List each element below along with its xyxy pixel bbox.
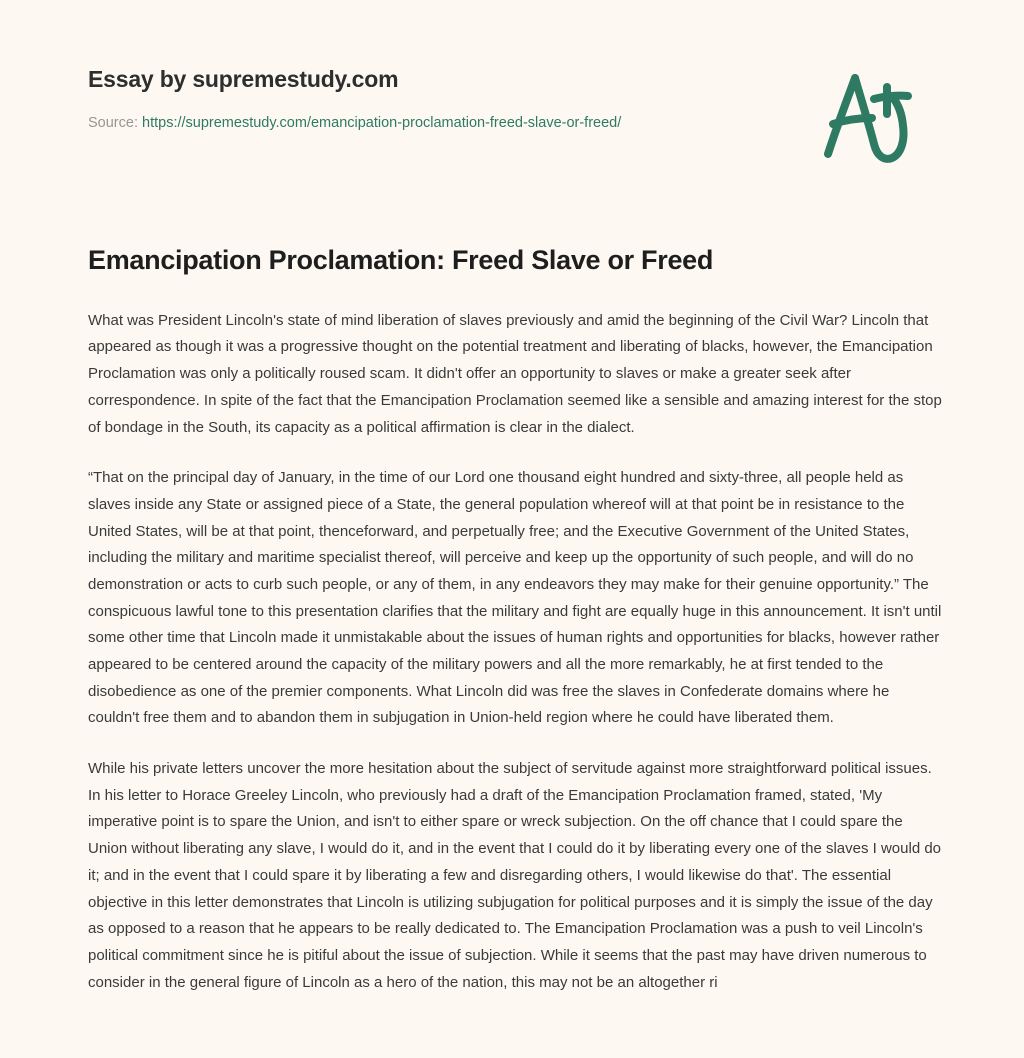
brand-title: Essay by supremestudy.com <box>88 66 399 92</box>
source-line <box>88 114 728 133</box>
article <box>88 244 943 996</box>
source-url-link[interactable]: https://supremestudy.com/emancipation-proclamation-freed-slave-or-freed/ <box>142 114 622 131</box>
paragraph: While his private letters uncover the more hesitation about the subject of servitude against more straightforward political issues. In his letter to Horace Greeley Lincoln, who previously had a draft of the Emancipation Proclamation framed, stated, 'My imperative point is to spare the Union, and isn't to either spare or wreck subjection. On the off chance that I could spare the Union without liberating any slave, I would do it, and in the event that I could do it by liberating every one of the slaves I would do it; and in the event that I could spare it by liberating a few and disregarding others, I would likewise do that'. The essential objective in this letter demonstrates that Lincoln is utilizing subjugation for political purposes and it is simply the issue of the day as opposed to a reason that he appears to be really dedicated to. The Emancipation Proclamation was a push to veil Lincoln's political commitment since he is pitiful about the issue of subjection. While it seems that the past may have driven numerous to consider in the general figure of Lincoln as a hero of the nation, this may not be an altogether ri <box>88 760 942 991</box>
paragraph: What was President Lincoln's state of mind liberation of slaves previously and amid the beginning of the Civil War? Lincoln that appeared as though it was a progressive thought on the potential treatment and liberating of blacks, however, the Emancipation Proclamation was only a politically roused scam. It didn't offer an opportunity to slaves or make a greater seek after correspondence. In spite of the fact that the Emancipation Proclamation seemed like a sensible and amazing interest for the stop of bondage in the South, its capacity as a political affirmation is clear in the dialect. <box>88 311 942 436</box>
a-plus-handwritten-icon <box>800 66 930 176</box>
a-plus-logo <box>800 66 930 176</box>
article-body <box>88 308 943 997</box>
source-label: Source: <box>88 114 138 131</box>
page-header <box>0 0 1024 200</box>
page-title: Emancipation Proclamation: Freed Slave or Freed <box>88 245 714 275</box>
paragraph: “That on the principal day of January, in the time of our Lord one thousand eight hundred and sixty-three, all people held as slaves inside any State or assigned piece of a State, the general population whereof will at that point be in resistance to the United States, will be at that point, thenceforward, and perpetually free; and the Executive Government of the United States, including the military and maritime specialist thereof, will perceive and keep up the opportunity of such people, and will do no demonstration or acts to curb such people, or any of them, in any endeavors they may make for their genuine opportunity.” The conspicuous lawful tone to this presentation clarifies that the military and fight are equally huge in this announcement. It isn't until some other time that Lincoln made it unmistakable about the issues of human rights and opportunities for blacks, however rather appeared to be centered around the capacity of the military powers and all the more remarkably, he at first tended to the disobedience as one of the premier components. What Lincoln did was free the slaves in Confederate domains where he couldn't free them and to abandon them in subjugation in Union-held region where he could have liberated them. <box>88 469 942 727</box>
brand-block <box>88 66 728 132</box>
